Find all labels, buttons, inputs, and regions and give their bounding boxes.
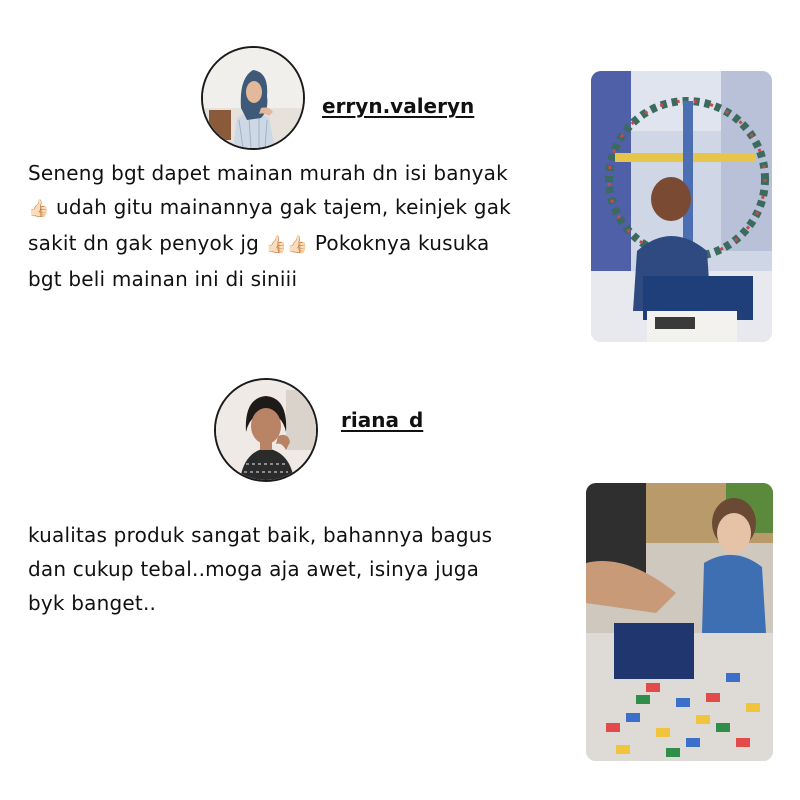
child-with-block-ferris-wheel-photo-icon	[591, 71, 772, 342]
review-photo-erryn[interactable]	[591, 71, 772, 342]
review-line: 👍🏻 udah gitu mainannya gak tajem, keinjek gak	[28, 195, 511, 219]
woman-hijab-avatar-icon	[203, 48, 303, 148]
thumbs-up-icon: 👍🏻	[286, 235, 309, 255]
review-text-riana	[28, 518, 548, 620]
username-riana[interactable]: riana_d	[341, 408, 424, 432]
review-line: dan cukup tebal..moga aja awet, isinya juga	[28, 557, 480, 581]
thumbs-up-icon: 👍🏻	[265, 235, 287, 255]
review-line: byk banget..	[28, 591, 157, 615]
avatar-riana[interactable]	[214, 378, 318, 482]
thumbs-up-icon: 👍🏻	[28, 199, 50, 219]
review-photo-riana[interactable]	[586, 483, 773, 761]
review-line: bgt beli mainan ini di siniii	[28, 267, 298, 291]
review-line: sakit dn gak penyok jg 👍🏻👍🏻 Pokoknya kusuka	[28, 231, 490, 255]
avatar-erryn[interactable]	[201, 46, 305, 150]
toddler-with-building-blocks-photo-icon	[586, 483, 773, 761]
review-line: kualitas produk sangat baik, bahannya bagus	[28, 523, 493, 547]
review-line: Seneng bgt dapet mainan murah dn isi banyak	[28, 161, 508, 185]
woman-avatar-icon	[216, 380, 316, 480]
username-erryn[interactable]: erryn.valeryn	[322, 94, 475, 118]
review-text-erryn	[28, 156, 552, 296]
